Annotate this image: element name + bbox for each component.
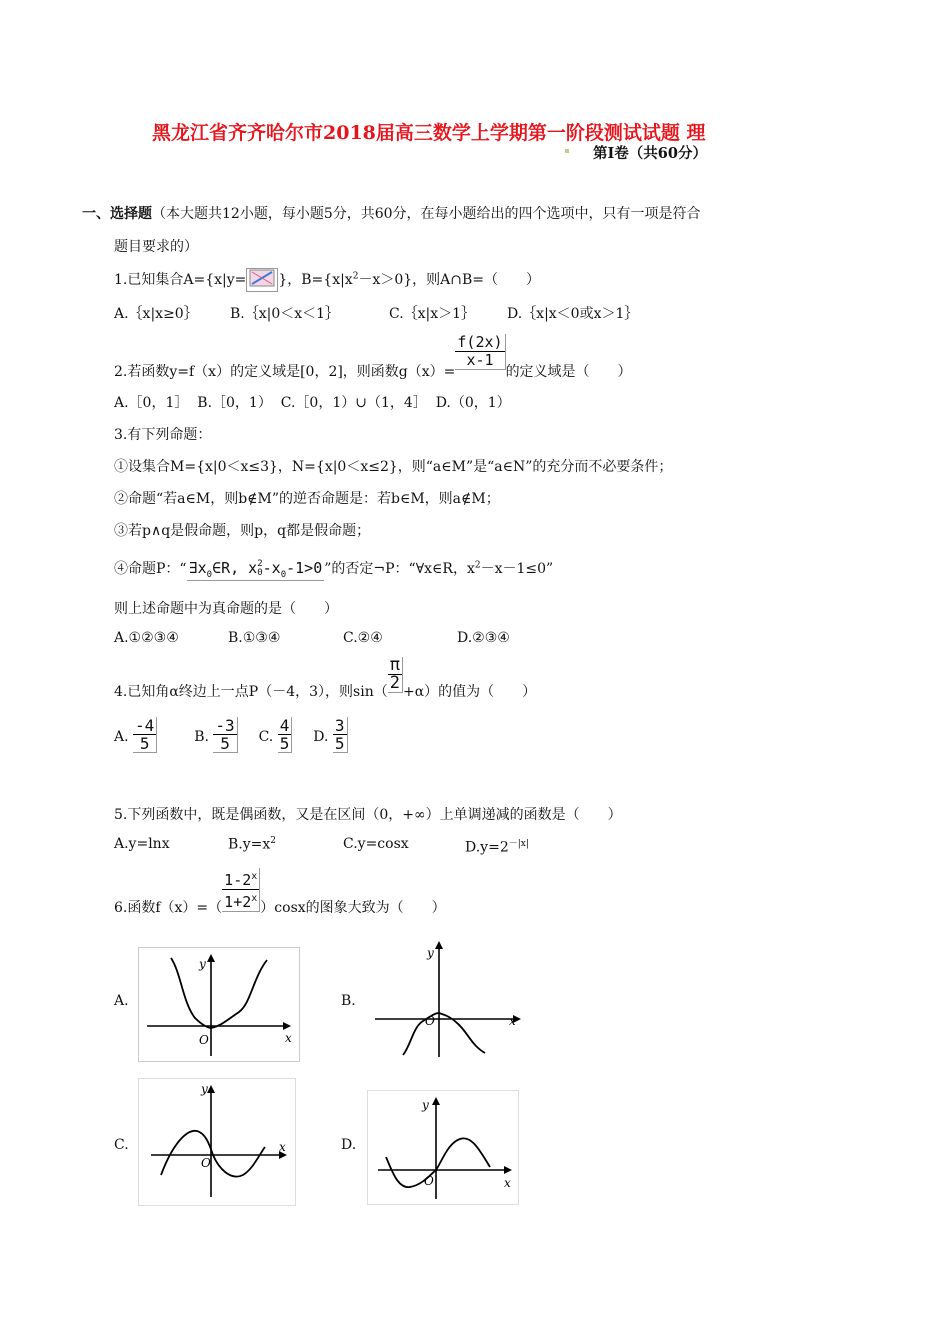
question-3-stem: 3.有下列命题： [114,427,212,443]
graph-c-x-label: x [279,1140,286,1154]
question-1-option-a: A.｛x|x≥0｝ [114,306,198,322]
graph-a-origin-label: O [199,1033,209,1047]
question-3-item-4: ④命题P：“ $\exists x_0\in R$, x 2 0 $-x_0-1>0$ ”的否定¬P：“∀x∈R，$x^2-x-1\le 0$” [114,558,554,580]
graph-d-label: D. [341,1137,357,1153]
question-4-option-a: A. $\frac{-4}{5}$ [114,727,157,743]
question-3-option-b: B.①③④ [228,630,281,646]
graph-b-y-label: y [427,946,434,960]
question-1-option-b: B.｛x|0＜x＜1｝ [230,306,340,322]
question-3-option-c: C.②④ [343,630,383,646]
graph-b-x-label: x [509,1014,516,1028]
graph-c [138,1078,296,1206]
question-4-option-b: B. $\frac{-3}{5}$ [194,727,237,743]
graph-d-origin-label: O [424,1174,434,1188]
question-3-item-3: ③若p∧q是假命题，则p，q都是假命题； [114,523,371,539]
q3-formula: $\exists x_0\in R$, x 2 0 $-x_0-1>0$ [188,558,323,580]
section-heading [82,203,701,223]
graph-b-origin-label: O [425,1014,435,1028]
graph-b [367,935,534,1062]
question-5-option-d: $D.y=2^{-|x|}$ [465,839,529,856]
question-5-option-a: A.y=lnx [114,836,170,852]
q2-fraction: $\frac{f(2x)}{x-1}$ [455,334,505,370]
graph-d-x-label: x [504,1176,511,1190]
question-1-option-d: D.｛x|x＜0或x＞1｝ [507,306,639,322]
question-4-options [114,717,348,753]
question-4-option-d: D. $\frac{3}{5}$ [313,727,347,743]
graph-b-label: B. [341,993,356,1009]
question-5-option-c: C.y=cosx [343,836,409,852]
graph-c-label: C. [114,1137,129,1153]
question-3-option-a: A.①②③④ [114,630,179,646]
question-4-option-c: C. $\frac{4}{5}$ [259,727,293,743]
question-6-stem: 6.函数f（x）=（ $\frac{1-2^x}{1+2^x}$ ）cosx的图象大致为（ ） [114,868,446,912]
section-label: 一、选择题 [82,206,152,222]
question-2-option-b: B.［0，1） [197,395,272,411]
question-1-stem: 1.已知集合A={x|y= }，$B=\{x|x^2-x>0\}$，则A∩B=（ ） [114,268,540,292]
graph-a [138,947,300,1062]
question-5-option-b: $B.y=x^2$ [228,836,277,853]
page-subtitle: 第Ⅰ卷（共60分） [593,145,707,162]
q4-fraction: $\frac{\pi}{2}$ [388,657,403,693]
graph-d [367,1090,519,1205]
graph-c-y-label: y [201,1082,208,1096]
graph-a-x-label: x [285,1031,292,1045]
decorative-dot [565,149,569,153]
graph-d-y-label: y [422,1098,429,1112]
question-3-option-d: D.②③④ [457,630,510,646]
question-3-conclusion: 则上述命题中为真命题的是（ ） [114,601,338,617]
question-1-option-c: C.｛x|x＞1｝ [389,306,476,322]
section-description: （本大题共12小题，每小题5分，共60分，在每小题给出的四个选项中，只有一项是符合 [152,206,701,222]
graph-a-label: A. [114,993,129,1009]
page-title: 黑龙江省齐齐哈尔市2018届高三数学上学期第一阶段测试试题 理 [152,122,706,144]
graph-a-y-label: y [199,957,206,971]
question-2-stem: 2.若函数y=f（x）的定义域是[0，2]，则函数g（x）= $\frac{f(2x)}{x-1}$ 的定义域是（ ） [114,333,632,380]
question-2-option-a: A.［0，1］ [114,395,189,411]
formula-image-icon [246,268,278,292]
question-5-stem: 5.下列函数中，既是偶函数，又是在区间（0，+∞）上单调递减的函数是（ ） [114,807,622,823]
question-2-option-d: D.（0，1） [435,395,511,411]
question-3-item-2: ②命题“若a∈M，则b∉M”的逆否命题是：若b∈M，则a∉M； [114,491,500,507]
question-4-stem: 4.已知角α终边上一点P（－4，3），则sin（ $\frac{\pi}{2}$ +α）的值为（ ） [114,655,537,700]
section-description-line2: 题目要求的） [114,239,198,255]
q6-fraction: $\frac{1-2^x}{1+2^x}$ [222,868,260,912]
graph-c-origin-label: O [201,1156,211,1170]
question-2-option-c: C.［0，1）∪（1，4］ [280,395,427,411]
question-3-item-1: ①设集合M={x|0＜x≤3}，N={x|0＜x≤2}，则“a∈M”是“a∈N”的充分而不必要条件； [114,459,673,475]
question-2-options [114,392,511,412]
